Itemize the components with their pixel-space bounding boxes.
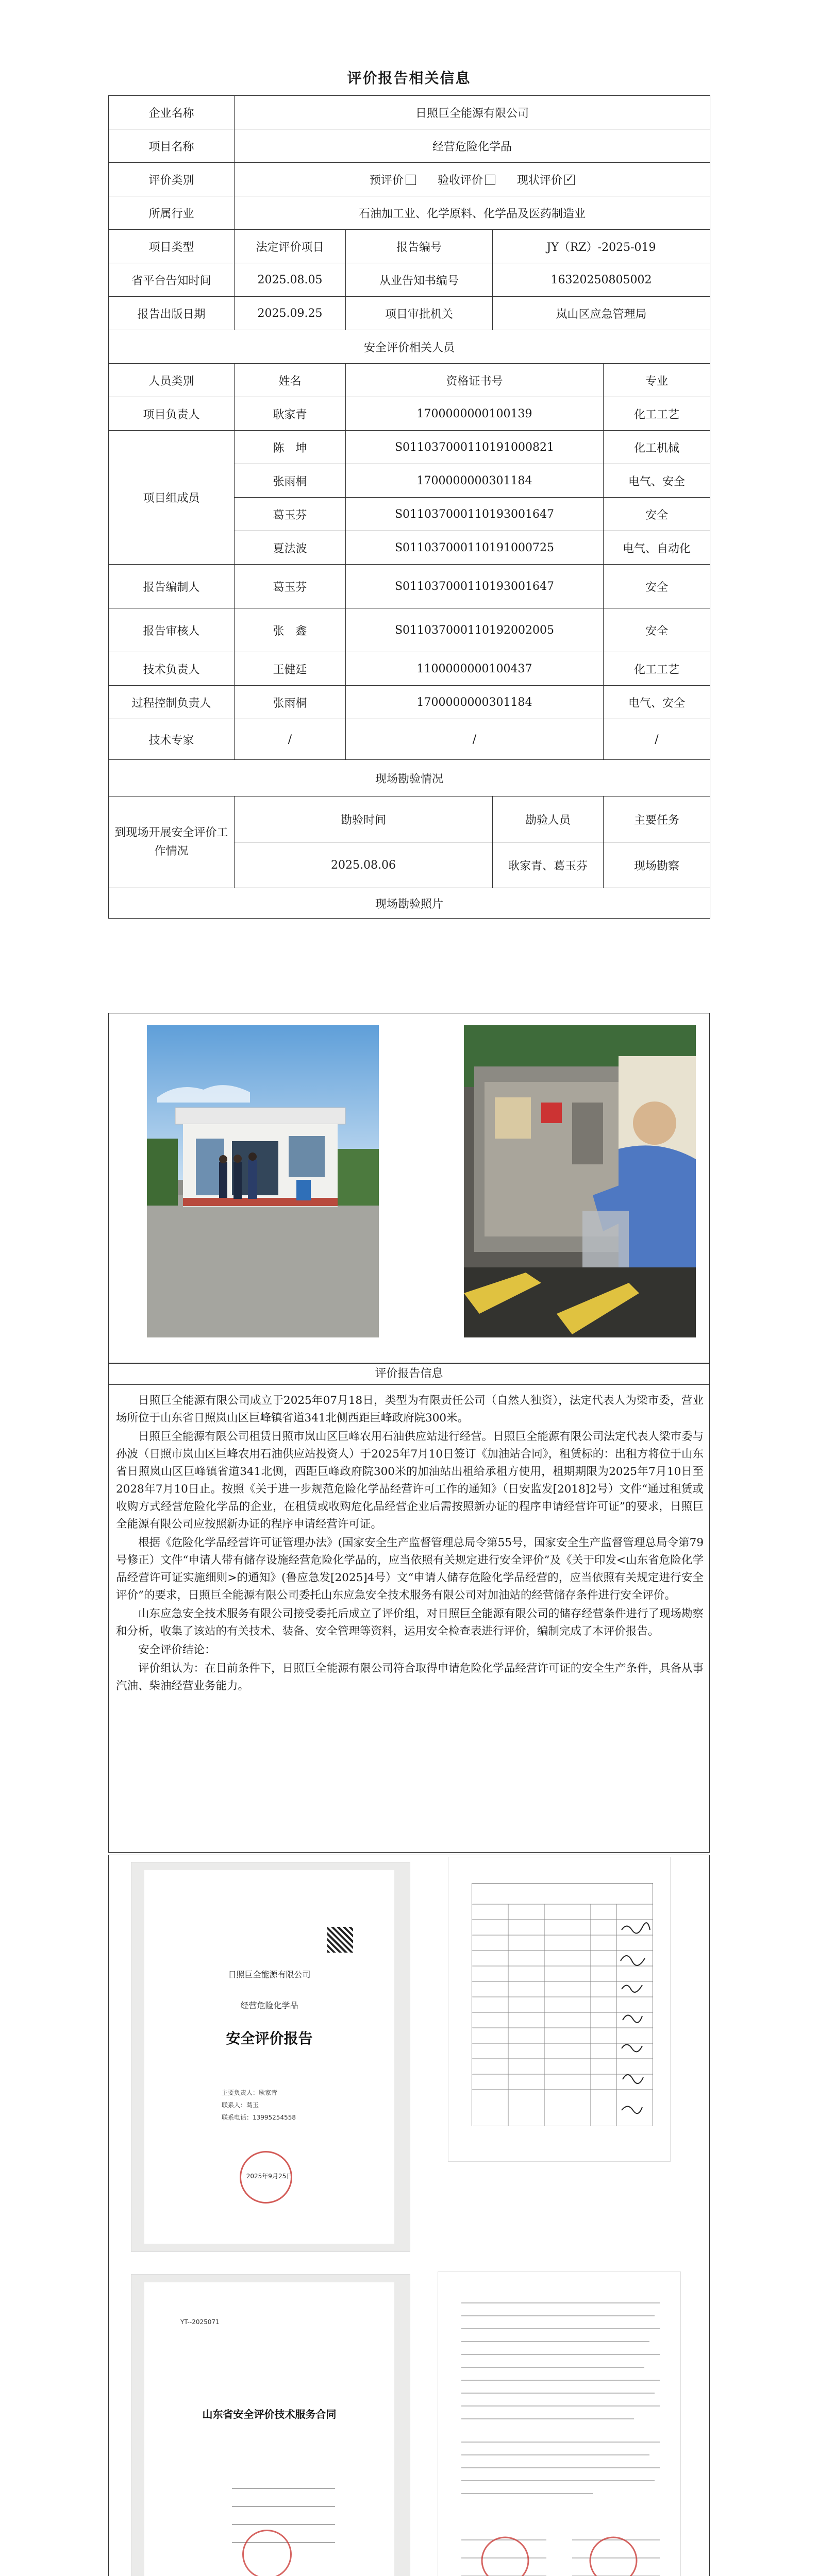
- cover-date: 2025年9月25日: [246, 2173, 293, 2180]
- signature-page-scan: [448, 1857, 670, 2161]
- approve-value: 岚山区应急管理局: [493, 297, 710, 330]
- expert-value: /: [604, 719, 710, 760]
- staff-header-name: 姓名: [235, 364, 346, 397]
- cover-company: 日照巨全能源有限公司: [228, 1970, 311, 1979]
- role-cert: 1100000000100437: [346, 652, 604, 686]
- type-option-accept: 验收评价: [438, 174, 495, 187]
- cover-doc-title: 安全评价报告: [226, 2030, 313, 2047]
- page-title: 评价报告相关信息: [347, 70, 471, 87]
- eval-paragraph: 根据《危险化学品经营许可证管理办法》(国家安全生产监督管理总局令第55号，国家安全生产监督管理总局令第79号修正）文件“申请人带有储存设施经营危险化学品的，应当依照有关规定进行安全评价”及《关于印发<山东省危险化学品经营许可证实施细则>的通知》(鲁应急发[2025]4号）文“申请人储存危险化学品经营的，应当依照有关规定进行安全评价”的要求，日照巨全能源有限公司委托山东应急安全技术服务有限公司对加油站的经营储存条件进行安全评价。: [116, 1536, 704, 1602]
- contract-cover-scan: [131, 2275, 410, 2576]
- site-photo-building: [147, 1025, 379, 1337]
- project-lead-cert: 1700000000100139: [346, 397, 604, 431]
- site-photo-equipment: [464, 1025, 696, 1337]
- cover-sheet: [144, 1870, 394, 2244]
- evaluation-title: 评价报告信息: [108, 1363, 710, 1385]
- contract-serial: YT--2025071: [180, 2318, 220, 2326]
- report-cover-scan: [131, 1862, 410, 2251]
- report-info-table: [108, 95, 710, 919]
- notify-value: 2025.08.05: [235, 263, 346, 297]
- member-major: 化工机械: [604, 431, 710, 464]
- survey-time: 2025.08.06: [235, 842, 493, 888]
- member-name: 陈 坤: [235, 431, 346, 464]
- type-option-pre: 预评价: [370, 174, 416, 187]
- project-value: 经营危险化学品: [235, 129, 710, 163]
- eval-paragraph: 山东应急安全技术服务有限公司接受委托后成立了评价组，对日照巨全能源有限公司的储存经营条件进行了现场勘察和分析，收集了该站的有关技术、装备、安全管理等资料，运用安全检查表进行评价，编制完成了本评价报告。: [116, 1607, 704, 1638]
- project-lead-label: 项目负责人: [109, 397, 235, 431]
- cert-value: 16320250805002: [493, 263, 710, 297]
- company-value: 日照巨全能源有限公司: [235, 96, 710, 129]
- type-option-current: 现状评价✓: [517, 174, 575, 187]
- member-major: 电气、自动化: [604, 531, 710, 565]
- member-cert: S011037000110191000821: [346, 431, 604, 464]
- eval-paragraph: 安全评价结论：: [138, 1643, 216, 1656]
- cover-project: 经营危险化学品: [240, 2001, 298, 2010]
- project-lead-major: 化工工艺: [604, 397, 710, 431]
- cover-line: 联系电话：13995254558: [222, 2114, 296, 2121]
- member-name: 张雨桐: [235, 464, 346, 498]
- cert-label: 从业告知书编号: [346, 263, 493, 297]
- approve-label: 项目审批机关: [346, 297, 493, 330]
- role-label: 报告编制人: [109, 565, 235, 608]
- survey-people: 耿家青、葛玉芬: [493, 842, 604, 888]
- cover-line: 联系人：葛玉: [222, 2102, 259, 2109]
- survey-header-task: 主要任务: [604, 796, 710, 842]
- role-major: 安全: [604, 608, 710, 652]
- expert-value: /: [235, 719, 346, 760]
- project-label: 项目名称: [109, 129, 235, 163]
- role-cert: 1700000000301184: [346, 686, 604, 719]
- checkbox-accept: [485, 175, 495, 185]
- role-name: 张 鑫: [235, 608, 346, 652]
- evaluation-text: [116, 1392, 704, 1696]
- staff-header-cert: 资格证书号: [346, 364, 604, 397]
- signature-table: [472, 1883, 653, 2126]
- member-cert: 1700000000301184: [346, 464, 604, 498]
- role-label: 报告审核人: [109, 608, 235, 652]
- role-label: 过程控制负责人: [109, 686, 235, 719]
- staff-section-title: 安全评价相关人员: [109, 330, 710, 364]
- type-options: [235, 163, 710, 196]
- publish-value: 2025.09.25: [235, 297, 346, 330]
- survey-row-label: 到现场开展安全评价工作情况: [109, 796, 235, 888]
- cover-line: 主要负责人：耿家青: [222, 2089, 278, 2096]
- role-name: 葛玉芬: [235, 565, 346, 608]
- contract-sign-scan: [438, 2272, 680, 2576]
- member-major: 安全: [604, 498, 710, 531]
- cover-lines: [222, 2087, 296, 2124]
- contract-title: 山东省安全评价技术服务合同: [202, 2408, 337, 2420]
- notify-label: 省平台告知时间: [109, 263, 235, 297]
- photos-title: 现场勘验照片: [109, 888, 710, 919]
- report-no-value: JY（RZ）-2025-019: [493, 230, 710, 263]
- role-label: 技术负责人: [109, 652, 235, 686]
- members-label: 项目组成员: [109, 431, 235, 565]
- member-name: 夏法波: [235, 531, 346, 565]
- industry-value: 石油加工业、化学原料、化学品及医药制造业: [235, 196, 710, 230]
- checkbox-current-checked: [564, 175, 575, 185]
- survey-task: 现场勘察: [604, 842, 710, 888]
- company-label: 企业名称: [109, 96, 235, 129]
- contract-sheet: [144, 2282, 394, 2576]
- project-lead-name: 耿家青: [235, 397, 346, 431]
- member-cert: S011037000110193001647: [346, 498, 604, 531]
- role-name: 张雨桐: [235, 686, 346, 719]
- expert-value: /: [346, 719, 604, 760]
- staff-header-type: 人员类别: [109, 364, 235, 397]
- survey-section-title: 现场勘验情况: [109, 760, 710, 796]
- role-major: 化工工艺: [604, 652, 710, 686]
- role-major: 安全: [604, 565, 710, 608]
- industry-label: 所属行业: [109, 196, 235, 230]
- eval-paragraph: 日照巨全能源有限公司成立于2025年07月18日，类型为有限责任公司（自然人独资），法定代表人为梁市委，营业场所位于山东省日照岚山区巨峰镇省道341北侧西距巨峰政府院300米。: [116, 1394, 704, 1425]
- red-seal-icon: [242, 2530, 292, 2576]
- role-cert: S011037000110192002005: [346, 608, 604, 652]
- member-major: 电气、安全: [604, 464, 710, 498]
- expert-label: 技术专家: [109, 719, 235, 760]
- legal-label: 项目类型: [109, 230, 235, 263]
- publish-label: 报告出版日期: [109, 297, 235, 330]
- eval-paragraph: 日照巨全能源有限公司租赁日照市岚山区巨峰农用石油供应站进行经营。日照巨全能源有限公司法定代表人梁市委与孙波（日照市岚山区巨峰农用石油供应站投资人）于2025年7月10日签订《加油站合同》，租赁标的：出租方将位于山东省日照岚山区巨峰镇省道341北侧，西距巨峰政府院300米的加油站出租给承租方使用，租期期限为2025年7月10日至2028年7月10日止。按照《关于进一步规范危险化学品经营许可工作的通知》（日安监发[2018]2号）文件“通过租赁或收购方式经营危险化学品的企业，在租赁或收购危化品经营企业后需按照新办证的程序申请经营许可证”的要求，日照巨全能源有限公司应按照新办证的程序申请经营许可证。: [116, 1430, 704, 1531]
- checkbox-pre: [406, 175, 416, 185]
- role-name: 王健廷: [235, 652, 346, 686]
- role-major: 电气、安全: [604, 686, 710, 719]
- member-name: 葛玉芬: [235, 498, 346, 531]
- qr-code-icon: [327, 1927, 353, 1953]
- eval-paragraph: 评价组认为：在目前条件下，日照巨全能源有限公司符合取得申请危险化学品经营许可证的安全生产条件，具备从事汽油、柴油经营业务能力。: [116, 1662, 704, 1692]
- report-no-label: 报告编号: [346, 230, 493, 263]
- staff-header-major: 专业: [604, 364, 710, 397]
- legal-value: 法定评价项目: [235, 230, 346, 263]
- member-cert: S011037000110191000725: [346, 531, 604, 565]
- type-label: 评价类别: [109, 163, 235, 196]
- role-cert: S011037000110193001647: [346, 565, 604, 608]
- survey-header-people: 勘验人员: [493, 796, 604, 842]
- survey-header-time: 勘验时间: [235, 796, 493, 842]
